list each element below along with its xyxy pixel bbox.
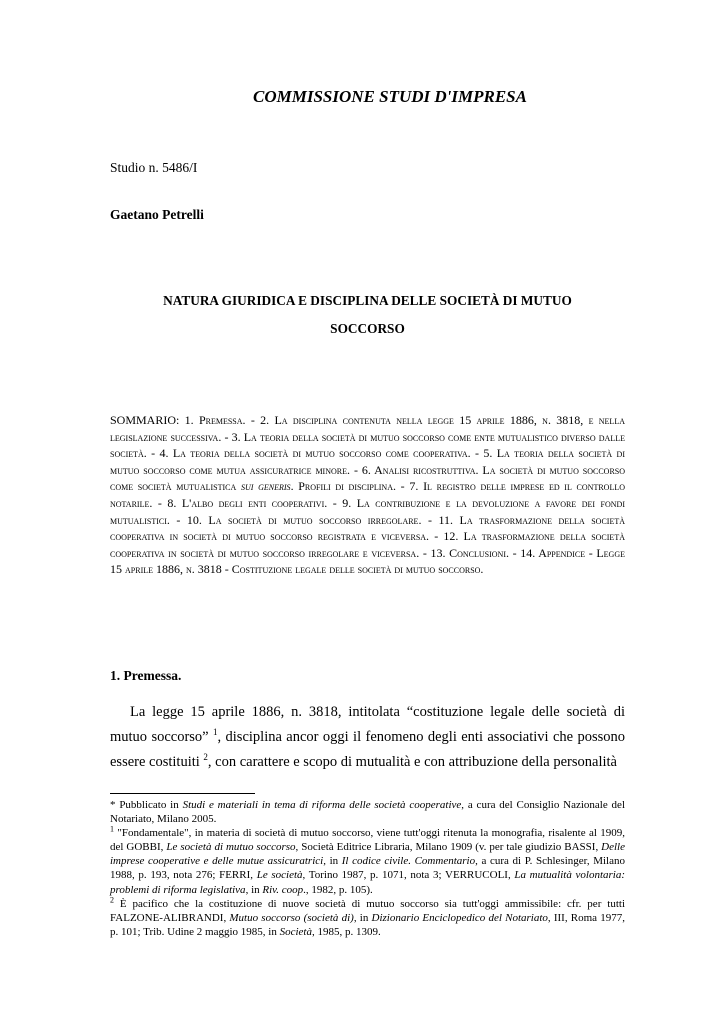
footnote-separator (110, 793, 255, 794)
fn-text: , in (323, 855, 342, 868)
document-title (110, 287, 625, 343)
fn-italic: Società (279, 925, 312, 938)
summary-block (110, 412, 625, 578)
fn-text: * Pubblicato in (110, 799, 183, 811)
fn-italic: Mutuo soccorso (società di) (229, 911, 354, 924)
summary-item: - 3. La teoria della società di mutuo soccorso come ente mutualistico diverso dalle società. (110, 429, 625, 461)
summary-item: - 4. La teoria della società di mutuo soccorso come cooperativa. (146, 446, 471, 461)
author-name: Gaetano Petrelli (110, 207, 204, 222)
summary-item: . Profili di disciplina. (290, 479, 396, 494)
fn-italic: La mutualità volontaria: problemi di riforma legislativa (110, 869, 626, 896)
summary-item: - 11. La trasformazione della società cooperativa in società di mutuo soccorso registrata e viceversa. (110, 512, 625, 544)
footnote-1 (110, 826, 625, 896)
footnote-number: 1 (110, 824, 114, 834)
body-text-part: La legge 15 aprile 1886, n. 3818, intitolata “costituzione legale delle società di mutuo soccorso” (110, 704, 625, 745)
fn-text: "Fondamentale", in materia di società di mutuo soccorso, viene tutt'oggi ritenuta la monografia, risalente al 1909, del GOBBI, (110, 827, 625, 854)
body-text-part: , con carattere e scopo di mutualità e con attribuzione della personalità (207, 754, 617, 770)
document-page (110, 0, 625, 1024)
summary-item: - 2. La disciplina contenuta nella legge 15 aprile 1886, n. 3818, e nella legislazione successiva. (110, 413, 625, 444)
summary-item: - 13. Conclusioni. (419, 545, 509, 560)
summary-item: - 14. Appendice - Legge 15 aprile 1886, n. 3818 - Costituzione legale delle società di mutuo soccorso. (110, 545, 625, 577)
fn-text: È pacifico che la costituzione di nuove società di mutuo soccorso sia tutt'oggi ammissibile: cfr. per tutti FALZONE-ALIBRANDI, (110, 897, 625, 924)
footnote-ref-2[interactable]: 2 (203, 752, 208, 763)
fn-text: , III, Roma 1977, p. 101; Trib. Udine 2 maggio 1985, in (110, 911, 625, 938)
summary-item: - 12. La trasformazione della società cooperativa in società di mutuo soccorso irregolare e viceversa. (110, 529, 625, 560)
footnote-star (110, 798, 625, 826)
title-line-1: NATURA GIURIDICA E DISCIPLINA DELLE SOCIETÀ DI MUTUO (163, 293, 572, 308)
footnotes (110, 798, 625, 939)
fn-italic: Dizionario Enciclopedico del Notariato (371, 911, 548, 924)
fn-italic: Le società (256, 869, 303, 882)
fn-italic: Le società di mutuo soccorso (166, 841, 296, 854)
fn-text: , in (353, 911, 372, 924)
body-paragraph (110, 700, 625, 775)
fn-italic: Il codice civile. Commentario (341, 855, 476, 868)
studio-number: Studio n. 5486/I (110, 160, 198, 175)
fn-text: , in (245, 883, 263, 896)
fn-text: , a cura di P. Schlesinger, Milano 1988, p. 193, nota 276; FERRI, (110, 855, 625, 882)
fn-italic: Riv. coop (262, 883, 304, 896)
summary-item: 1. Premessa. (184, 413, 246, 427)
title-line-2: SOCCORSO (330, 321, 405, 336)
footnote-number: 2 (110, 895, 114, 904)
footnote-ref-1[interactable]: 1 (213, 727, 218, 738)
summary-item: - 6. Analisi ricostruttiva. La società di mutuo soccorso come società mutualistica (110, 462, 626, 494)
fn-text: , 1985, p. 1309. (311, 925, 381, 938)
fn-text: , Torino 1987, p. 1071, nota 3; VERRUCOLI, (302, 869, 515, 882)
summary-label: SOMMARIO: (110, 413, 185, 427)
body-text-part: , disciplina ancor oggi il fenomeno degli enti associativi che possono essere costituiti (110, 729, 626, 770)
summary-item: - 10. La società di mutuo soccorso irregolare. (169, 512, 422, 527)
fn-text: , Società Editrice Libraria, Milano 1909 (v. per tale giudizio BASSI, (295, 841, 602, 854)
summary-item: - 7. Il registro delle imprese ed il controllo notarile. (110, 479, 625, 510)
fn-text: , a cura del Consiglio Nazionale del Notariato, Milano 2005. (110, 799, 625, 826)
fn-italic: Delle imprese cooperative e delle mutue assicuratrici (110, 841, 625, 868)
summary-item: - 5. La teoria della società di mutuo soccorso come mutua assicuratrice minore. (110, 446, 625, 477)
fn-text: ., 1982, p. 105). (303, 883, 373, 896)
commission-heading: COMMISSIONE STUDI D'IMPRESA (253, 87, 527, 106)
summary-item: - 9. La contribuzione e la devoluzione a favore dei fondi mutualistici. (110, 495, 625, 527)
section-heading: 1. Premessa. (110, 668, 182, 683)
summary-italic-term: sui generis (240, 479, 291, 494)
summary-item: - 8. L'albo degli enti cooperativi. (152, 495, 328, 510)
fn-italic: Studi e materiali in tema di riforma delle società cooperative (182, 799, 462, 811)
footnote-2 (110, 897, 625, 939)
